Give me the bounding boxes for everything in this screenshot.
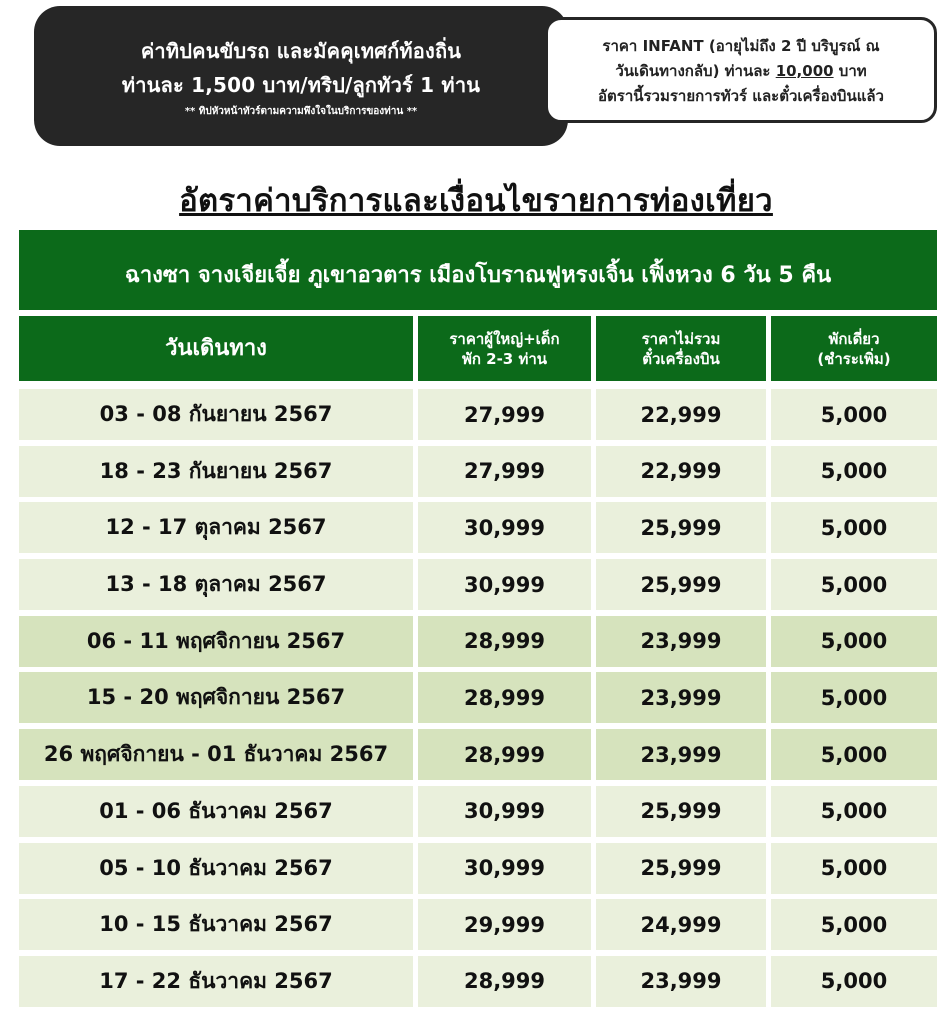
tip-line-1: ค่าทิปคนขับรถ และมัคคุเทศก์ท้องถิ่น xyxy=(140,39,462,63)
header-adult-price xyxy=(418,316,591,381)
no-ticket-price-cell: 25,999 xyxy=(596,843,766,894)
adult-price-cell: 28,999 xyxy=(418,616,591,667)
no-ticket-price-cell: 23,999 xyxy=(596,956,766,1007)
single-supplement-cell: 5,000 xyxy=(771,446,937,497)
date-cell: 13 - 18 ตุลาคม 2567 xyxy=(19,559,413,610)
header-adult-line-2: พัก 2-3 ท่าน xyxy=(461,349,548,368)
single-supplement-cell: 5,000 xyxy=(771,729,937,780)
program-title-bar: ฉางซา จางเจียเจี้ย ภูเขาอวตาร เมืองโบราณฟูหรงเจิ้น เฟิ้งหวง 6 วัน 5 คืน xyxy=(19,230,937,310)
single-supplement-cell: 5,000 xyxy=(771,559,937,610)
date-cell: 05 - 10 ธันวาคม 2567 xyxy=(19,843,413,894)
no-ticket-price-cell: 22,999 xyxy=(596,389,766,440)
price-table xyxy=(19,316,937,1011)
adult-price-cell: 30,999 xyxy=(418,786,591,837)
date-cell: 12 - 17 ตุลาคม 2567 xyxy=(19,502,413,553)
single-supplement-cell: 5,000 xyxy=(771,786,937,837)
no-ticket-price-cell: 23,999 xyxy=(596,729,766,780)
infant-price-box xyxy=(545,17,937,123)
date-cell: 10 - 15 ธันวาคม 2567 xyxy=(19,899,413,950)
adult-price-cell: 28,999 xyxy=(418,672,591,723)
table-row xyxy=(19,727,937,784)
page-title: อัตราค่าบริการและเงื่อนไขรายการท่องเที่ยว xyxy=(179,183,773,219)
table-row xyxy=(19,557,937,614)
infant-line-3: อัตรานี้รวมรายการทัวร์ และตั๋วเครื่องบินแล้ว xyxy=(598,87,884,105)
date-cell: 26 พฤศจิกายน - 01 ธันวาคม 2567 xyxy=(19,729,413,780)
header-adult-line-1: ราคาผู้ใหญ่+เด็ก xyxy=(449,329,560,348)
infant-line-1: ราคา INFANT (อายุไม่ถึง 2 ปี บริบูรณ์ ณ xyxy=(602,37,880,55)
date-cell: 18 - 23 กันยายน 2567 xyxy=(19,446,413,497)
table-row xyxy=(19,614,937,671)
table-row xyxy=(19,387,937,444)
single-supplement-cell: 5,000 xyxy=(771,502,937,553)
header-no-ticket-price xyxy=(596,316,766,381)
table-row xyxy=(19,841,937,898)
single-supplement-cell: 5,000 xyxy=(771,843,937,894)
no-ticket-price-cell: 25,999 xyxy=(596,502,766,553)
date-cell: 01 - 06 ธันวาคม 2567 xyxy=(19,786,413,837)
infant-line-2-suffix: บาท xyxy=(833,62,867,80)
header-single-line-1: พักเดี่ยว xyxy=(828,329,880,348)
adult-price-cell: 29,999 xyxy=(418,899,591,950)
date-cell: 03 - 08 กันยายน 2567 xyxy=(19,389,413,440)
adult-price-cell: 27,999 xyxy=(418,389,591,440)
adult-price-cell: 30,999 xyxy=(418,559,591,610)
table-row xyxy=(19,897,937,954)
no-ticket-price-cell: 25,999 xyxy=(596,559,766,610)
tip-info-box xyxy=(34,6,568,146)
single-supplement-cell: 5,000 xyxy=(771,672,937,723)
no-ticket-price-cell: 23,999 xyxy=(596,672,766,723)
adult-price-cell: 28,999 xyxy=(418,956,591,1007)
table-row xyxy=(19,954,937,1011)
infant-line-2-prefix: วันเดินทางกลับ) ท่านละ xyxy=(615,62,776,80)
date-cell: 17 - 22 ธันวาคม 2567 xyxy=(19,956,413,1007)
header-single-line-2: (ชำระเพิ่ม) xyxy=(817,349,891,368)
header-no-ticket-line-1: ราคาไม่รวม xyxy=(641,329,721,348)
tip-note: ** ทิปหัวหน้าทัวร์ตามความพึงใจในบริการของท่าน ** xyxy=(184,106,418,117)
single-supplement-cell: 5,000 xyxy=(771,899,937,950)
no-ticket-price-cell: 23,999 xyxy=(596,616,766,667)
infant-amount: 10,000 xyxy=(775,62,834,80)
adult-price-cell: 30,999 xyxy=(418,843,591,894)
adult-price-cell: 30,999 xyxy=(418,502,591,553)
single-supplement-cell: 5,000 xyxy=(771,956,937,1007)
header-date: วันเดินทาง xyxy=(19,316,413,381)
table-body xyxy=(19,387,937,1011)
table-row xyxy=(19,784,937,841)
table-row xyxy=(19,500,937,557)
single-supplement-cell: 5,000 xyxy=(771,389,937,440)
no-ticket-price-cell: 24,999 xyxy=(596,899,766,950)
header-single-supplement xyxy=(771,316,937,381)
infant-line-2 xyxy=(548,59,934,84)
no-ticket-price-cell: 25,999 xyxy=(596,786,766,837)
adult-price-cell: 28,999 xyxy=(418,729,591,780)
date-cell: 15 - 20 พฤศจิกายน 2567 xyxy=(19,672,413,723)
date-cell: 06 - 11 พฤศจิกายน 2567 xyxy=(19,616,413,667)
single-supplement-cell: 5,000 xyxy=(771,616,937,667)
table-header-row xyxy=(19,316,937,381)
no-ticket-price-cell: 22,999 xyxy=(596,446,766,497)
table-row xyxy=(19,444,937,501)
table-row xyxy=(19,670,937,727)
header-no-ticket-line-2: ตั๋วเครื่องบิน xyxy=(642,349,720,368)
tip-line-2: ท่านละ 1,500 บาท/ทริป/ลูกทัวร์ 1 ท่าน xyxy=(121,73,481,97)
adult-price-cell: 27,999 xyxy=(418,446,591,497)
